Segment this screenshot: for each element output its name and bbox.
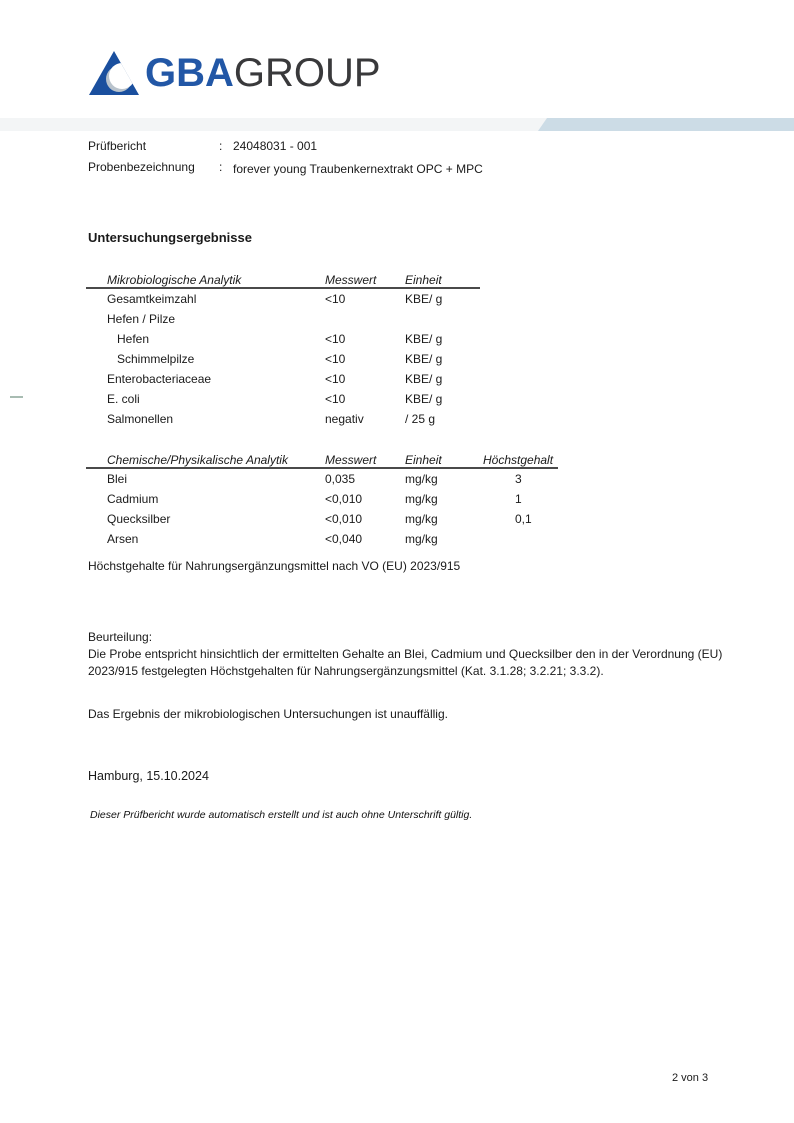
- value-cell: <0,010: [325, 512, 363, 526]
- unit-cell: KBE/ g: [405, 372, 443, 386]
- gba-logo-circle: [109, 63, 135, 89]
- micro-table-header: [86, 273, 480, 289]
- micro-table-body: [86, 289, 480, 432]
- table-row: [86, 512, 558, 532]
- chem-table: [86, 453, 558, 552]
- auto-generated-note: Dieser Prüfbericht wurde automatisch erstellt und ist auch ohne Unterschrift gültig.: [90, 809, 473, 821]
- micro-table: [86, 273, 480, 432]
- param-cell: Cadmium: [107, 492, 159, 506]
- value-cell: <10: [325, 332, 346, 346]
- column-header-messwert: Messwert: [325, 273, 377, 287]
- logo-text-group: GROUP: [233, 51, 381, 95]
- assessment-paragraph: Die Probe entspricht hinsichtlich der ermittelten Gehalte an Blei, Cadmium und Quecksilber den in der Verordnung (EU) 2023/915 festgelegten Höchstgehalten für Nahrungsergänzungsmittel (Kat. 3.1.28; 3.2.21; 3.3.2).: [88, 647, 723, 678]
- param-cell: Hefen: [117, 332, 150, 346]
- page-number: 2 von 3: [672, 1072, 709, 1084]
- unit-cell: / 25 g: [405, 412, 436, 426]
- table-row: [86, 352, 480, 372]
- assessment-heading: Beurteilung:: [88, 630, 153, 644]
- param-cell: E. coli: [107, 392, 140, 406]
- param-cell: Quecksilber: [107, 512, 171, 526]
- value-cell: <10: [325, 292, 346, 306]
- unit-cell: mg/kg: [405, 492, 438, 506]
- logo-text-gba: GBA: [145, 51, 234, 95]
- limit-cell: 0,1: [515, 512, 532, 526]
- param-cell: Blei: [107, 472, 128, 486]
- value-cell: <0,010: [325, 492, 363, 506]
- value-cell: <0,040: [325, 532, 363, 546]
- table-row: [86, 412, 480, 432]
- gba-logo-wordmark: [145, 50, 381, 96]
- table-row: [86, 492, 558, 512]
- field-row-pruefbericht: [88, 139, 483, 160]
- column-header-hoechstgehalt: Höchstgehalt: [483, 453, 554, 467]
- table-row: [86, 312, 480, 332]
- assessment-block: [88, 629, 733, 680]
- param-cell: Schimmelpilze: [117, 352, 195, 366]
- place-date: Hamburg, 15.10.2024: [88, 769, 209, 783]
- column-header-einheit: Einheit: [405, 453, 442, 467]
- unit-cell: KBE/ g: [405, 352, 443, 366]
- table-row: [86, 332, 480, 352]
- table-row: [86, 292, 480, 312]
- section-title-results: Untersuchungsergebnisse: [88, 230, 252, 245]
- field-label: Prüfbericht: [88, 139, 147, 153]
- limit-cell: 3: [515, 472, 522, 486]
- field-value: forever young Traubenkernextrakt OPC + MPC: [233, 162, 483, 176]
- value-cell: <10: [325, 392, 346, 406]
- value-cell: <10: [325, 352, 346, 366]
- param-cell: Arsen: [107, 532, 139, 546]
- column-header-analytik: Chemische/Physikalische Analytik: [107, 453, 288, 467]
- column-header-messwert: Messwert: [325, 453, 377, 467]
- field-row-probenbezeichnung: [88, 160, 483, 181]
- column-header-einheit: Einheit: [405, 273, 442, 287]
- table-row: [86, 532, 558, 552]
- unit-cell: KBE/ g: [405, 292, 443, 306]
- unit-cell: KBE/ g: [405, 332, 443, 346]
- param-cell: Hefen / Pilze: [107, 312, 176, 326]
- header-band: [0, 118, 794, 131]
- value-cell: negativ: [325, 412, 364, 426]
- limits-note: Höchstgehalte für Nahrungsergänzungsmittel nach VO (EU) 2023/915: [88, 559, 461, 573]
- unit-cell: mg/kg: [405, 512, 438, 526]
- unit-cell: KBE/ g: [405, 392, 443, 406]
- header-band-accent: [538, 118, 794, 131]
- value-cell: <10: [325, 372, 346, 386]
- unit-cell: mg/kg: [405, 472, 438, 486]
- chem-table-header: [86, 453, 558, 469]
- field-colon: :: [219, 139, 223, 153]
- field-label: Probenbezeichnung: [88, 160, 195, 174]
- param-cell: Gesamtkeimzahl: [107, 292, 197, 306]
- table-row: [86, 392, 480, 412]
- param-cell: Salmonellen: [107, 412, 174, 426]
- fold-mark: [10, 396, 23, 398]
- field-colon: :: [219, 160, 223, 174]
- micro-result-note: Das Ergebnis der mikrobiologischen Untersuchungen ist unauffällig.: [88, 707, 448, 721]
- gba-logo-icon: [89, 51, 139, 95]
- value-cell: 0,035: [325, 472, 356, 486]
- table-row: [86, 372, 480, 392]
- table-row: [86, 472, 558, 492]
- chem-table-body: [86, 469, 558, 552]
- field-value: 24048031 - 001: [233, 139, 318, 153]
- report-fields: [88, 139, 483, 181]
- column-header-analytik: Mikrobiologische Analytik: [107, 273, 242, 287]
- param-cell: Enterobacteriaceae: [107, 372, 212, 386]
- limit-cell: 1: [515, 492, 522, 506]
- unit-cell: mg/kg: [405, 532, 438, 546]
